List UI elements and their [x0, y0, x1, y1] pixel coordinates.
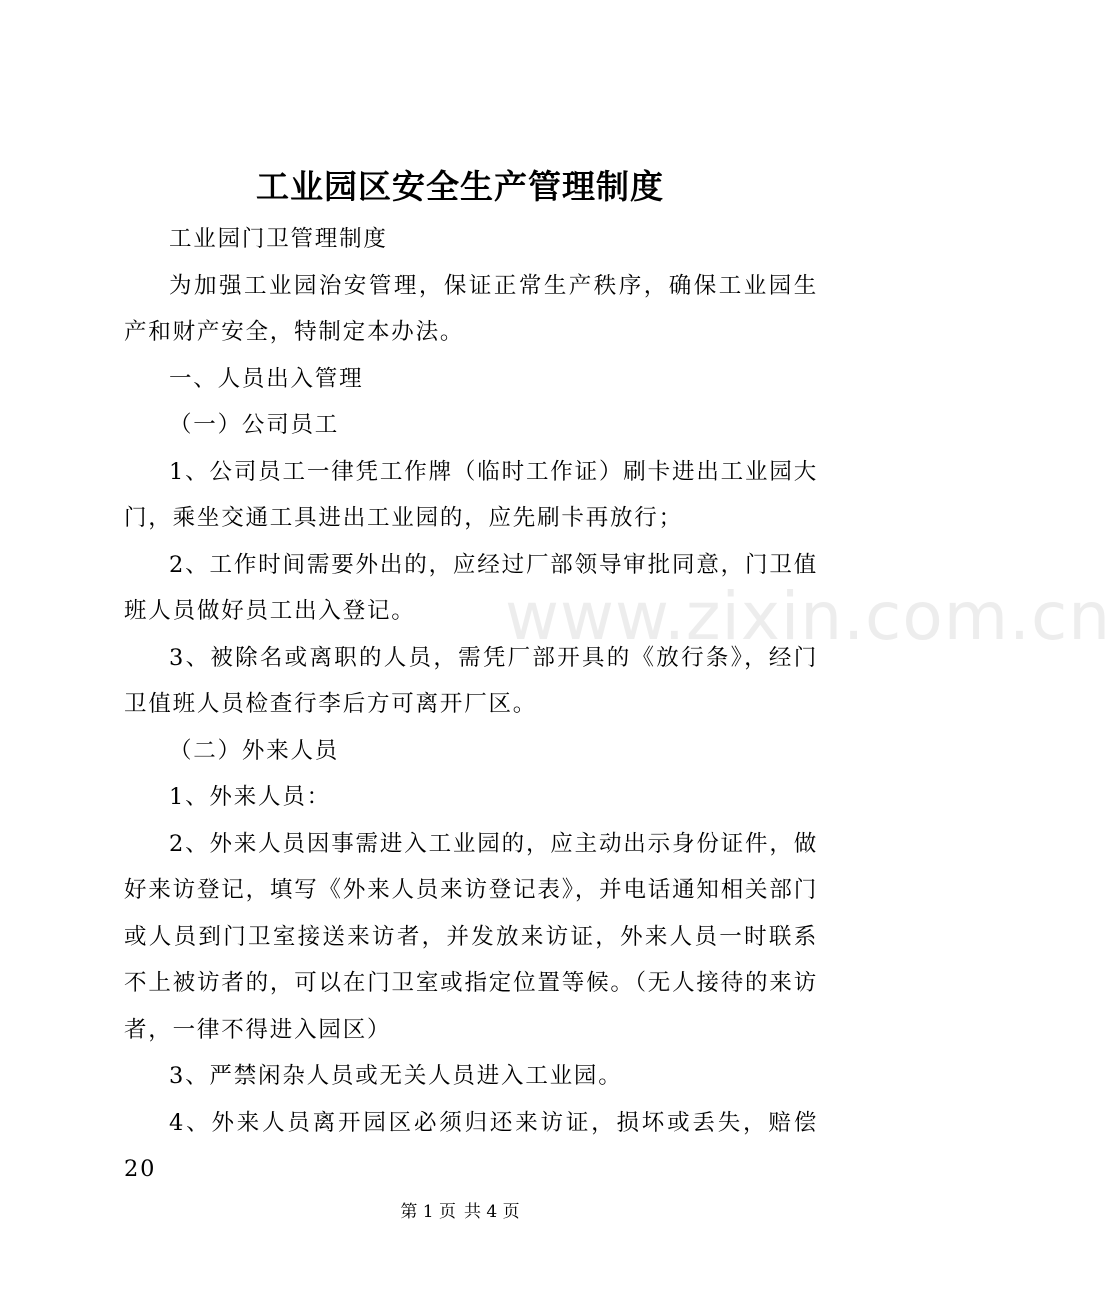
paragraph: 2、工作时间需要外出的，应经过厂部领导审批同意，门卫值班人员做好员工出入登记。 — [124, 551, 818, 624]
watermark: www.zixin.com.cn — [505, 578, 1111, 655]
paragraph: 为加强工业园治安管理，保证正常生产秩序，确保工业园生产和财产安全，特制定本办法。 — [124, 272, 818, 345]
paragraph: 2、外来人员因事需进入工业园的，应主动出示身份证件，做好来访登记，填写《外来人员来访登记表》，并电话通知相关部门或人员到门卫室接送来访者，并发放来访证，外来人员一时联系不上被访者的，可以在门卫室或指定位置等候。（无人接待的来访者，一律不得进入园区） — [124, 830, 818, 1043]
page-total: 共 4 页 — [464, 1202, 520, 1222]
paragraph: 3、被除名或离职的人员，需凭厂部开具的《放行条》，经门卫值班人员检查行李后方可离开厂区。 — [124, 644, 818, 717]
document-body — [124, 216, 818, 1193]
subsection-heading: （一）公司员工 — [169, 412, 340, 438]
paragraph: 1、公司员工一律凭工作牌（临时工作证）刷卡进出工业园大门，乘坐交通工具进出工业园的，应先刷卡再放行； — [124, 458, 818, 531]
paragraph: 工业园门卫管理制度 — [169, 226, 388, 252]
page-number: 第 1 页 — [400, 1202, 456, 1222]
paragraph: 4、外来人员离开园区必须归还来访证，损坏或丢失，赔偿20 — [124, 1109, 818, 1182]
paragraph: 1、外来人员： — [169, 784, 331, 810]
subsection-heading: （二）外来人员 — [169, 737, 340, 764]
page-footer — [0, 1200, 920, 1224]
paragraph: 3、严禁闲杂人员或无关人员进入工业园。 — [169, 1063, 623, 1089]
document-title: 工业园区安全生产管理制度 — [256, 167, 664, 206]
section-heading: 一、人员出入管理 — [169, 365, 364, 392]
